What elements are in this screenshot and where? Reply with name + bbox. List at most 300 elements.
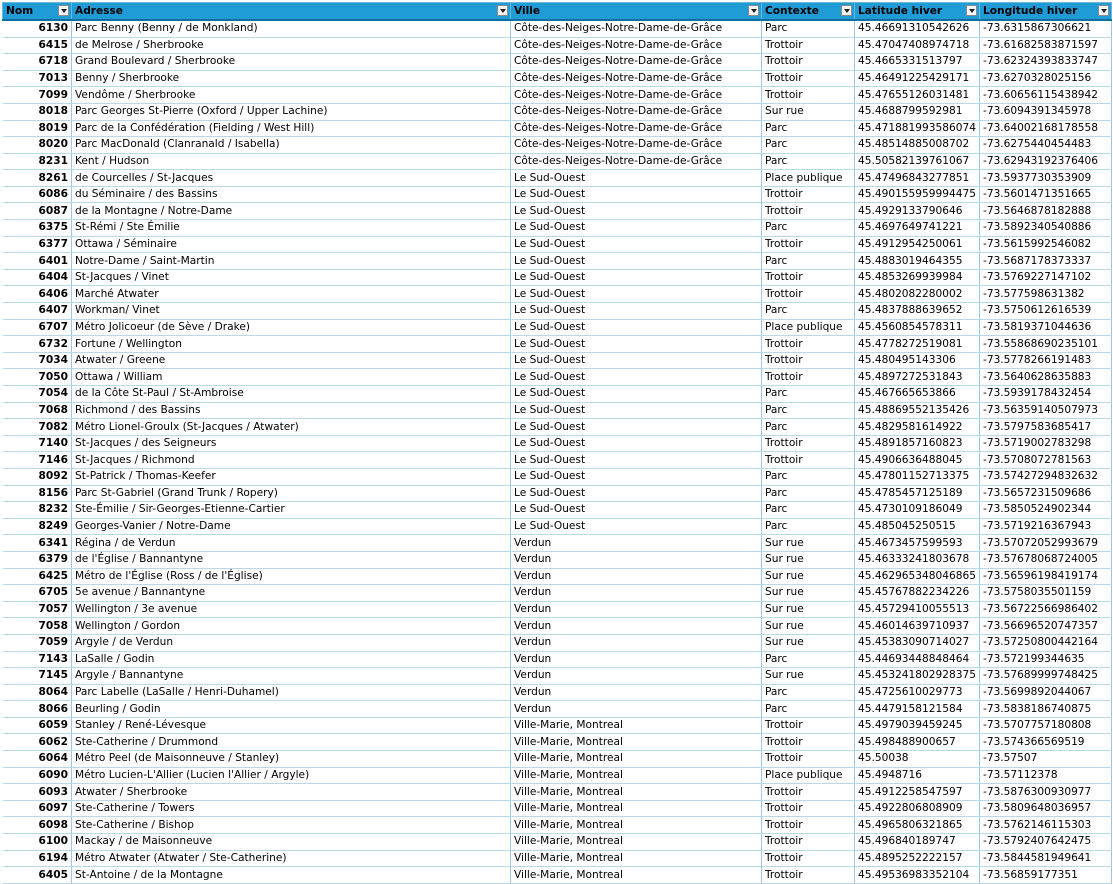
cell-contexte[interactable]: Trottoir [762,286,855,303]
cell-latitude[interactable]: 45.4895252222157 [855,850,980,867]
cell-nom[interactable]: 6064 [3,751,72,768]
cell-contexte[interactable]: Trottoir [762,452,855,469]
cell-latitude[interactable]: 45.47047408974718 [855,37,980,54]
cell-adresse[interactable]: Parc Labelle (LaSalle / Henri-Duhamel) [72,684,511,701]
cell-ville[interactable]: Le Sud-Ouest [511,269,762,286]
cell-adresse[interactable]: Régina / de Verdun [72,535,511,552]
cell-ville[interactable]: Verdun [511,668,762,685]
cell-contexte[interactable]: Sur rue [762,551,855,568]
cell-longitude[interactable]: -73.5937730353909 [980,170,1112,187]
cell-adresse[interactable]: Beurling / Godin [72,701,511,718]
cell-longitude[interactable]: -73.5640628635883 [980,369,1112,386]
cell-contexte[interactable]: Trottoir [762,800,855,817]
cell-nom[interactable]: 8018 [3,103,72,120]
cell-ville[interactable]: Le Sud-Ouest [511,286,762,303]
cell-adresse[interactable]: du Séminaire / des Bassins [72,186,511,203]
cell-ville[interactable]: Le Sud-Ouest [511,203,762,220]
cell-adresse[interactable]: Vendôme / Sherbrooke [72,87,511,104]
cell-nom[interactable]: 6377 [3,236,72,253]
cell-adresse[interactable]: Ottawa / Séminaire [72,236,511,253]
cell-adresse[interactable]: Ste-Catherine / Drummond [72,734,511,751]
cell-longitude[interactable]: -73.57678068724005 [980,551,1112,568]
cell-contexte[interactable]: Parc [762,303,855,320]
cell-longitude[interactable]: -73.5844581949641 [980,850,1112,867]
cell-contexte[interactable]: Trottoir [762,87,855,104]
cell-longitude[interactable]: -73.61682583871597 [980,37,1112,54]
cell-longitude[interactable]: -73.5615992546082 [980,236,1112,253]
cell-longitude[interactable]: -73.64002168178558 [980,120,1112,137]
cell-longitude[interactable]: -73.5687178373337 [980,253,1112,270]
cell-ville[interactable]: Le Sud-Ouest [511,419,762,436]
cell-adresse[interactable]: Atwater / Sherbrooke [72,784,511,801]
cell-adresse[interactable]: Parc Georges St-Pierre (Oxford / Upper Lachine) [72,103,511,120]
cell-longitude[interactable]: -73.60656115438942 [980,87,1112,104]
cell-nom[interactable]: 6405 [3,867,72,884]
cell-nom[interactable]: 7140 [3,435,72,452]
cell-nom[interactable]: 7054 [3,386,72,403]
cell-nom[interactable]: 7034 [3,352,72,369]
cell-contexte[interactable]: Parc [762,253,855,270]
cell-adresse[interactable]: Richmond / des Bassins [72,402,511,419]
cell-nom[interactable]: 7082 [3,419,72,436]
cell-nom[interactable]: 6097 [3,800,72,817]
cell-adresse[interactable]: St-Patrick / Thomas-Keefer [72,468,511,485]
cell-nom[interactable]: 6130 [3,20,72,37]
cell-longitude[interactable]: -73.62324393833747 [980,54,1112,71]
cell-adresse[interactable]: Parc MacDonald (Clanranald / Isabella) [72,137,511,154]
cell-longitude[interactable]: -73.6094391345978 [980,103,1112,120]
cell-nom[interactable]: 7145 [3,668,72,685]
cell-ville[interactable]: Ville-Marie, Montreal [511,717,762,734]
cell-longitude[interactable]: -73.5876300930977 [980,784,1112,801]
cell-nom[interactable]: 7050 [3,369,72,386]
cell-adresse[interactable]: Mackay / de Maisonneuve [72,834,511,851]
cell-latitude[interactable]: 45.44693448848464 [855,651,980,668]
cell-longitude[interactable]: -73.5892340540886 [980,220,1112,237]
cell-contexte[interactable]: Trottoir [762,369,855,386]
cell-contexte[interactable]: Parc [762,651,855,668]
cell-longitude[interactable]: -73.5778266191483 [980,352,1112,369]
cell-adresse[interactable]: Wellington / Gordon [72,618,511,635]
cell-contexte[interactable]: Sur rue [762,535,855,552]
cell-longitude[interactable]: -73.57689999748425 [980,668,1112,685]
cell-latitude[interactable]: 45.50582139761067 [855,153,980,170]
cell-latitude[interactable]: 45.490155959994475 [855,186,980,203]
cell-nom[interactable]: 6059 [3,717,72,734]
cell-nom[interactable]: 6341 [3,535,72,552]
cell-adresse[interactable]: St-Jacques / des Seigneurs [72,435,511,452]
cell-ville[interactable]: Verdun [511,551,762,568]
cell-latitude[interactable]: 45.49536983352104 [855,867,980,884]
cell-ville[interactable]: Le Sud-Ouest [511,518,762,535]
cell-adresse[interactable]: Georges-Vanier / Notre-Dame [72,518,511,535]
cell-adresse[interactable]: Stanley / René-Lévesque [72,717,511,734]
cell-ville[interactable]: Le Sud-Ouest [511,435,762,452]
cell-ville[interactable]: Le Sud-Ouest [511,452,762,469]
cell-nom[interactable]: 6707 [3,319,72,336]
cell-latitude[interactable]: 45.48869552135426 [855,402,980,419]
cell-ville[interactable]: Ville-Marie, Montreal [511,817,762,834]
cell-adresse[interactable]: Argyle / de Verdun [72,634,511,651]
cell-adresse[interactable]: Atwater / Greene [72,352,511,369]
cell-latitude[interactable]: 45.4897272531843 [855,369,980,386]
cell-ville[interactable]: Le Sud-Ouest [511,502,762,519]
cell-longitude[interactable]: -73.5838186740875 [980,701,1112,718]
cell-contexte[interactable]: Trottoir [762,352,855,369]
cell-contexte[interactable]: Place publique [762,319,855,336]
cell-adresse[interactable]: Kent / Hudson [72,153,511,170]
cell-latitude[interactable]: 45.45729410055513 [855,601,980,618]
cell-adresse[interactable]: St-Rémi / Ste Émilie [72,220,511,237]
cell-longitude[interactable]: -73.5762146115303 [980,817,1112,834]
cell-nom[interactable]: 6415 [3,37,72,54]
cell-contexte[interactable]: Trottoir [762,186,855,203]
cell-latitude[interactable]: 45.4802082280002 [855,286,980,303]
cell-latitude[interactable]: 45.4906636488045 [855,452,980,469]
cell-nom[interactable]: 7068 [3,402,72,419]
cell-longitude[interactable]: -73.5850524902344 [980,502,1112,519]
cell-ville[interactable]: Le Sud-Ouest [511,485,762,502]
cell-nom[interactable]: 6705 [3,585,72,602]
cell-adresse[interactable]: de la Montagne / Notre-Dame [72,203,511,220]
cell-latitude[interactable]: 45.498488900657 [855,734,980,751]
cell-nom[interactable]: 8064 [3,684,72,701]
cell-longitude[interactable]: -73.6315867306621 [980,20,1112,37]
cell-latitude[interactable]: 45.4730109186049 [855,502,980,519]
cell-longitude[interactable]: -73.57427294832632 [980,468,1112,485]
cell-ville[interactable]: Verdun [511,618,762,635]
cell-ville[interactable]: Ville-Marie, Montreal [511,850,762,867]
filter-dropdown-icon[interactable] [841,5,852,16]
cell-contexte[interactable]: Parc [762,120,855,137]
cell-contexte[interactable]: Place publique [762,767,855,784]
cell-nom[interactable]: 6718 [3,54,72,71]
cell-ville[interactable]: Verdun [511,585,762,602]
cell-contexte[interactable]: Parc [762,701,855,718]
cell-contexte[interactable]: Trottoir [762,37,855,54]
filter-dropdown-icon[interactable] [497,5,508,16]
cell-nom[interactable]: 7013 [3,70,72,87]
cell-latitude[interactable]: 45.4829581614922 [855,419,980,436]
cell-latitude[interactable]: 45.471881993586074 [855,120,980,137]
cell-ville[interactable]: Le Sud-Ouest [511,186,762,203]
cell-latitude[interactable]: 45.4922806808909 [855,800,980,817]
cell-longitude[interactable]: -73.5750612616539 [980,303,1112,320]
cell-ville[interactable]: Le Sud-Ouest [511,402,762,419]
cell-adresse[interactable]: Métro Jolicoeur (de Sève / Drake) [72,319,511,336]
cell-adresse[interactable]: Fortune / Wellington [72,336,511,353]
cell-ville[interactable]: Verdun [511,568,762,585]
cell-latitude[interactable]: 45.47655126031481 [855,87,980,104]
cell-nom[interactable]: 6090 [3,767,72,784]
cell-contexte[interactable]: Sur rue [762,601,855,618]
cell-nom[interactable]: 7057 [3,601,72,618]
cell-adresse[interactable]: Métro Atwater (Atwater / Ste-Catherine) [72,850,511,867]
cell-contexte[interactable]: Trottoir [762,54,855,71]
cell-contexte[interactable]: Trottoir [762,70,855,87]
cell-nom[interactable]: 6087 [3,203,72,220]
cell-ville[interactable]: Le Sud-Ouest [511,319,762,336]
cell-longitude[interactable]: -73.574366569519 [980,734,1112,751]
cell-nom[interactable]: 6732 [3,336,72,353]
cell-latitude[interactable]: 45.4837888639652 [855,303,980,320]
cell-adresse[interactable]: St-Jacques / Vinet [72,269,511,286]
cell-latitude[interactable]: 45.46333241803678 [855,551,980,568]
cell-contexte[interactable]: Parc [762,137,855,154]
cell-adresse[interactable]: LaSalle / Godin [72,651,511,668]
cell-ville[interactable]: Ville-Marie, Montreal [511,734,762,751]
cell-adresse[interactable]: Notre-Dame / Saint-Martin [72,253,511,270]
cell-contexte[interactable]: Trottoir [762,269,855,286]
cell-contexte[interactable]: Trottoir [762,336,855,353]
cell-adresse[interactable]: Ste-Catherine / Bishop [72,817,511,834]
cell-ville[interactable]: Verdun [511,684,762,701]
cell-adresse[interactable]: Workman/ Vinet [72,303,511,320]
cell-adresse[interactable]: Grand Boulevard / Sherbrooke [72,54,511,71]
cell-longitude[interactable]: -73.5719002783298 [980,435,1112,452]
cell-latitude[interactable]: 45.480495143306 [855,352,980,369]
cell-nom[interactable]: 6425 [3,568,72,585]
cell-contexte[interactable]: Sur rue [762,568,855,585]
cell-adresse[interactable]: de l'Église / Bannantyne [72,551,511,568]
cell-longitude[interactable]: -73.5601471351665 [980,186,1112,203]
cell-adresse[interactable]: Métro Lucien-L'Allier (Lucien l'Allier / Argyle) [72,767,511,784]
cell-nom[interactable]: 6375 [3,220,72,237]
cell-contexte[interactable]: Parc [762,220,855,237]
cell-adresse[interactable]: de Melrose / Sherbrooke [72,37,511,54]
cell-adresse[interactable]: St-Antoine / de la Montagne [72,867,511,884]
cell-contexte[interactable]: Parc [762,402,855,419]
cell-latitude[interactable]: 45.45767882234226 [855,585,980,602]
cell-contexte[interactable]: Sur rue [762,634,855,651]
cell-nom[interactable]: 7058 [3,618,72,635]
cell-nom[interactable]: 6098 [3,817,72,834]
cell-latitude[interactable]: 45.4697649741221 [855,220,980,237]
cell-adresse[interactable]: Wellington / 3e avenue [72,601,511,618]
cell-latitude[interactable]: 45.4912258547597 [855,784,980,801]
cell-longitude[interactable]: -73.5707757180808 [980,717,1112,734]
cell-contexte[interactable]: Trottoir [762,734,855,751]
cell-adresse[interactable]: Métro Peel (de Maisonneuve / Stanley) [72,751,511,768]
cell-nom[interactable]: 6086 [3,186,72,203]
cell-ville[interactable]: Côte-des-Neiges-Notre-Dame-de-Grâce [511,87,762,104]
cell-adresse[interactable]: Métro de l'Église (Ross / de l'Église) [72,568,511,585]
cell-ville[interactable]: Verdun [511,651,762,668]
cell-ville[interactable]: Côte-des-Neiges-Notre-Dame-de-Grâce [511,70,762,87]
cell-adresse[interactable]: Marché Atwater [72,286,511,303]
cell-latitude[interactable]: 45.47801152713375 [855,468,980,485]
cell-latitude[interactable]: 45.4778272519081 [855,336,980,353]
cell-nom[interactable]: 8231 [3,153,72,170]
cell-latitude[interactable]: 45.46491225429171 [855,70,980,87]
cell-longitude[interactable]: -73.6270328025156 [980,70,1112,87]
cell-latitude[interactable]: 45.4725610029773 [855,684,980,701]
cell-latitude[interactable]: 45.50038 [855,751,980,768]
cell-latitude[interactable]: 45.4965806321865 [855,817,980,834]
cell-latitude[interactable]: 45.485045250515 [855,518,980,535]
cell-contexte[interactable]: Trottoir [762,435,855,452]
cell-longitude[interactable]: -73.56596198419174 [980,568,1112,585]
cell-latitude[interactable]: 45.4673457599593 [855,535,980,552]
cell-contexte[interactable]: Parc [762,485,855,502]
cell-contexte[interactable]: Trottoir [762,236,855,253]
cell-ville[interactable]: Le Sud-Ouest [511,220,762,237]
cell-ville[interactable]: Ville-Marie, Montreal [511,800,762,817]
cell-latitude[interactable]: 45.4785457125189 [855,485,980,502]
cell-longitude[interactable]: -73.5719216367943 [980,518,1112,535]
cell-nom[interactable]: 6062 [3,734,72,751]
cell-contexte[interactable]: Parc [762,20,855,37]
cell-longitude[interactable]: -73.5657231509686 [980,485,1112,502]
cell-adresse[interactable]: Argyle / Bannantyne [72,668,511,685]
cell-contexte[interactable]: Parc [762,419,855,436]
cell-latitude[interactable]: 45.46014639710937 [855,618,980,635]
cell-ville[interactable]: Le Sud-Ouest [511,386,762,403]
cell-adresse[interactable]: Parc de la Confédération (Fielding / West Hill) [72,120,511,137]
cell-ville[interactable]: Ville-Marie, Montreal [511,751,762,768]
cell-latitude[interactable]: 45.4948716 [855,767,980,784]
cell-contexte[interactable]: Trottoir [762,751,855,768]
cell-ville[interactable]: Ville-Marie, Montreal [511,834,762,851]
cell-longitude[interactable]: -73.572199344635 [980,651,1112,668]
cell-longitude[interactable]: -73.5939178432454 [980,386,1112,403]
cell-ville[interactable]: Le Sud-Ouest [511,253,762,270]
cell-adresse[interactable]: St-Jacques / Richmond [72,452,511,469]
cell-latitude[interactable]: 45.4929133790646 [855,203,980,220]
cell-adresse[interactable]: 5e avenue / Bannantyne [72,585,511,602]
cell-nom[interactable]: 6401 [3,253,72,270]
cell-latitude[interactable]: 45.462965348046865 [855,568,980,585]
cell-ville[interactable]: Côte-des-Neiges-Notre-Dame-de-Grâce [511,153,762,170]
cell-longitude[interactable]: -73.5708072781563 [980,452,1112,469]
filter-dropdown-icon[interactable] [748,5,759,16]
cell-ville[interactable]: Côte-des-Neiges-Notre-Dame-de-Grâce [511,54,762,71]
cell-ville[interactable]: Côte-des-Neiges-Notre-Dame-de-Grâce [511,103,762,120]
cell-latitude[interactable]: 45.467665653866 [855,386,980,403]
cell-ville[interactable]: Verdun [511,535,762,552]
cell-ville[interactable]: Verdun [511,634,762,651]
cell-contexte[interactable]: Place publique [762,170,855,187]
cell-longitude[interactable]: -73.56359140507973 [980,402,1112,419]
cell-ville[interactable]: Le Sud-Ouest [511,303,762,320]
cell-latitude[interactable]: 45.4665331513797 [855,54,980,71]
cell-contexte[interactable]: Parc [762,468,855,485]
cell-longitude[interactable]: -73.62943192376406 [980,153,1112,170]
cell-contexte[interactable]: Trottoir [762,817,855,834]
cell-nom[interactable]: 7059 [3,634,72,651]
cell-longitude[interactable]: -73.56859177351 [980,867,1112,884]
cell-latitude[interactable]: 45.4853269939984 [855,269,980,286]
cell-contexte[interactable]: Sur rue [762,585,855,602]
cell-longitude[interactable]: -73.6275440454483 [980,137,1112,154]
cell-latitude[interactable]: 45.496840189747 [855,834,980,851]
cell-longitude[interactable]: -73.57112378 [980,767,1112,784]
cell-nom[interactable]: 8249 [3,518,72,535]
cell-contexte[interactable]: Parc [762,684,855,701]
cell-ville[interactable]: Ville-Marie, Montreal [511,784,762,801]
cell-latitude[interactable]: 45.453241802928375 [855,668,980,685]
cell-latitude[interactable]: 45.4560854578311 [855,319,980,336]
cell-contexte[interactable]: Trottoir [762,850,855,867]
filter-dropdown-icon[interactable] [58,5,69,16]
cell-adresse[interactable]: Ste-Émilie / Sir-Georges-Etienne-Cartier [72,502,511,519]
cell-nom[interactable]: 8019 [3,120,72,137]
cell-contexte[interactable]: Trottoir [762,203,855,220]
cell-contexte[interactable]: Sur rue [762,618,855,635]
cell-adresse[interactable]: Ste-Catherine / Towers [72,800,511,817]
cell-nom[interactable]: 6093 [3,784,72,801]
cell-nom[interactable]: 7099 [3,87,72,104]
cell-latitude[interactable]: 45.48514885008702 [855,137,980,154]
cell-ville[interactable]: Le Sud-Ouest [511,352,762,369]
cell-nom[interactable]: 8261 [3,170,72,187]
cell-latitude[interactable]: 45.47496843277851 [855,170,980,187]
cell-longitude[interactable]: -73.5646878182888 [980,203,1112,220]
cell-longitude[interactable]: -73.57250800442164 [980,634,1112,651]
cell-adresse[interactable]: Métro Lionel-Groulx (St-Jacques / Atwater) [72,419,511,436]
cell-longitude[interactable]: -73.56722566986402 [980,601,1112,618]
cell-longitude[interactable]: -73.5699892044067 [980,684,1112,701]
filter-dropdown-icon[interactable] [966,5,977,16]
cell-contexte[interactable]: Trottoir [762,717,855,734]
cell-contexte[interactable]: Sur rue [762,668,855,685]
cell-ville[interactable]: Côte-des-Neiges-Notre-Dame-de-Grâce [511,137,762,154]
cell-ville[interactable]: Verdun [511,701,762,718]
cell-adresse[interactable]: de la Côte St-Paul / St-Ambroise [72,386,511,403]
cell-latitude[interactable]: 45.4979039459245 [855,717,980,734]
cell-adresse[interactable]: de Courcelles / St-Jacques [72,170,511,187]
cell-adresse[interactable]: Parc St-Gabriel (Grand Trunk / Ropery) [72,485,511,502]
cell-ville[interactable]: Côte-des-Neiges-Notre-Dame-de-Grâce [511,20,762,37]
cell-longitude[interactable]: -73.55868690235101 [980,336,1112,353]
cell-nom[interactable]: 8092 [3,468,72,485]
cell-latitude[interactable]: 45.4912954250061 [855,236,980,253]
cell-ville[interactable]: Le Sud-Ouest [511,236,762,253]
cell-adresse[interactable]: Ottawa / William [72,369,511,386]
cell-longitude[interactable]: -73.5792407642475 [980,834,1112,851]
cell-latitude[interactable]: 45.46691310542626 [855,20,980,37]
cell-longitude[interactable]: -73.5769227147102 [980,269,1112,286]
cell-nom[interactable]: 8232 [3,502,72,519]
cell-contexte[interactable]: Sur rue [762,103,855,120]
cell-ville[interactable]: Ville-Marie, Montreal [511,767,762,784]
cell-ville[interactable]: Ville-Marie, Montreal [511,867,762,884]
cell-nom[interactable]: 7143 [3,651,72,668]
cell-ville[interactable]: Côte-des-Neiges-Notre-Dame-de-Grâce [511,37,762,54]
cell-latitude[interactable]: 45.45383090714027 [855,634,980,651]
cell-contexte[interactable]: Parc [762,518,855,535]
cell-nom[interactable]: 8020 [3,137,72,154]
cell-longitude[interactable]: -73.5797583685417 [980,419,1112,436]
cell-longitude[interactable]: -73.57507 [980,751,1112,768]
cell-nom[interactable]: 6100 [3,834,72,851]
cell-ville[interactable]: Le Sud-Ouest [511,468,762,485]
cell-contexte[interactable]: Trottoir [762,834,855,851]
cell-contexte[interactable]: Trottoir [762,784,855,801]
filter-dropdown-icon[interactable] [1098,5,1109,16]
cell-latitude[interactable]: 45.4479158121584 [855,701,980,718]
cell-longitude[interactable]: -73.56696520747357 [980,618,1112,635]
cell-contexte[interactable]: Parc [762,502,855,519]
cell-longitude[interactable]: -73.5758035501159 [980,585,1112,602]
cell-latitude[interactable]: 45.4688799592981 [855,103,980,120]
cell-contexte[interactable]: Parc [762,386,855,403]
cell-longitude[interactable]: -73.57072052993679 [980,535,1112,552]
cell-contexte[interactable]: Parc [762,153,855,170]
cell-longitude[interactable]: -73.577598631382 [980,286,1112,303]
cell-latitude[interactable]: 45.4883019464355 [855,253,980,270]
cell-nom[interactable]: 6379 [3,551,72,568]
